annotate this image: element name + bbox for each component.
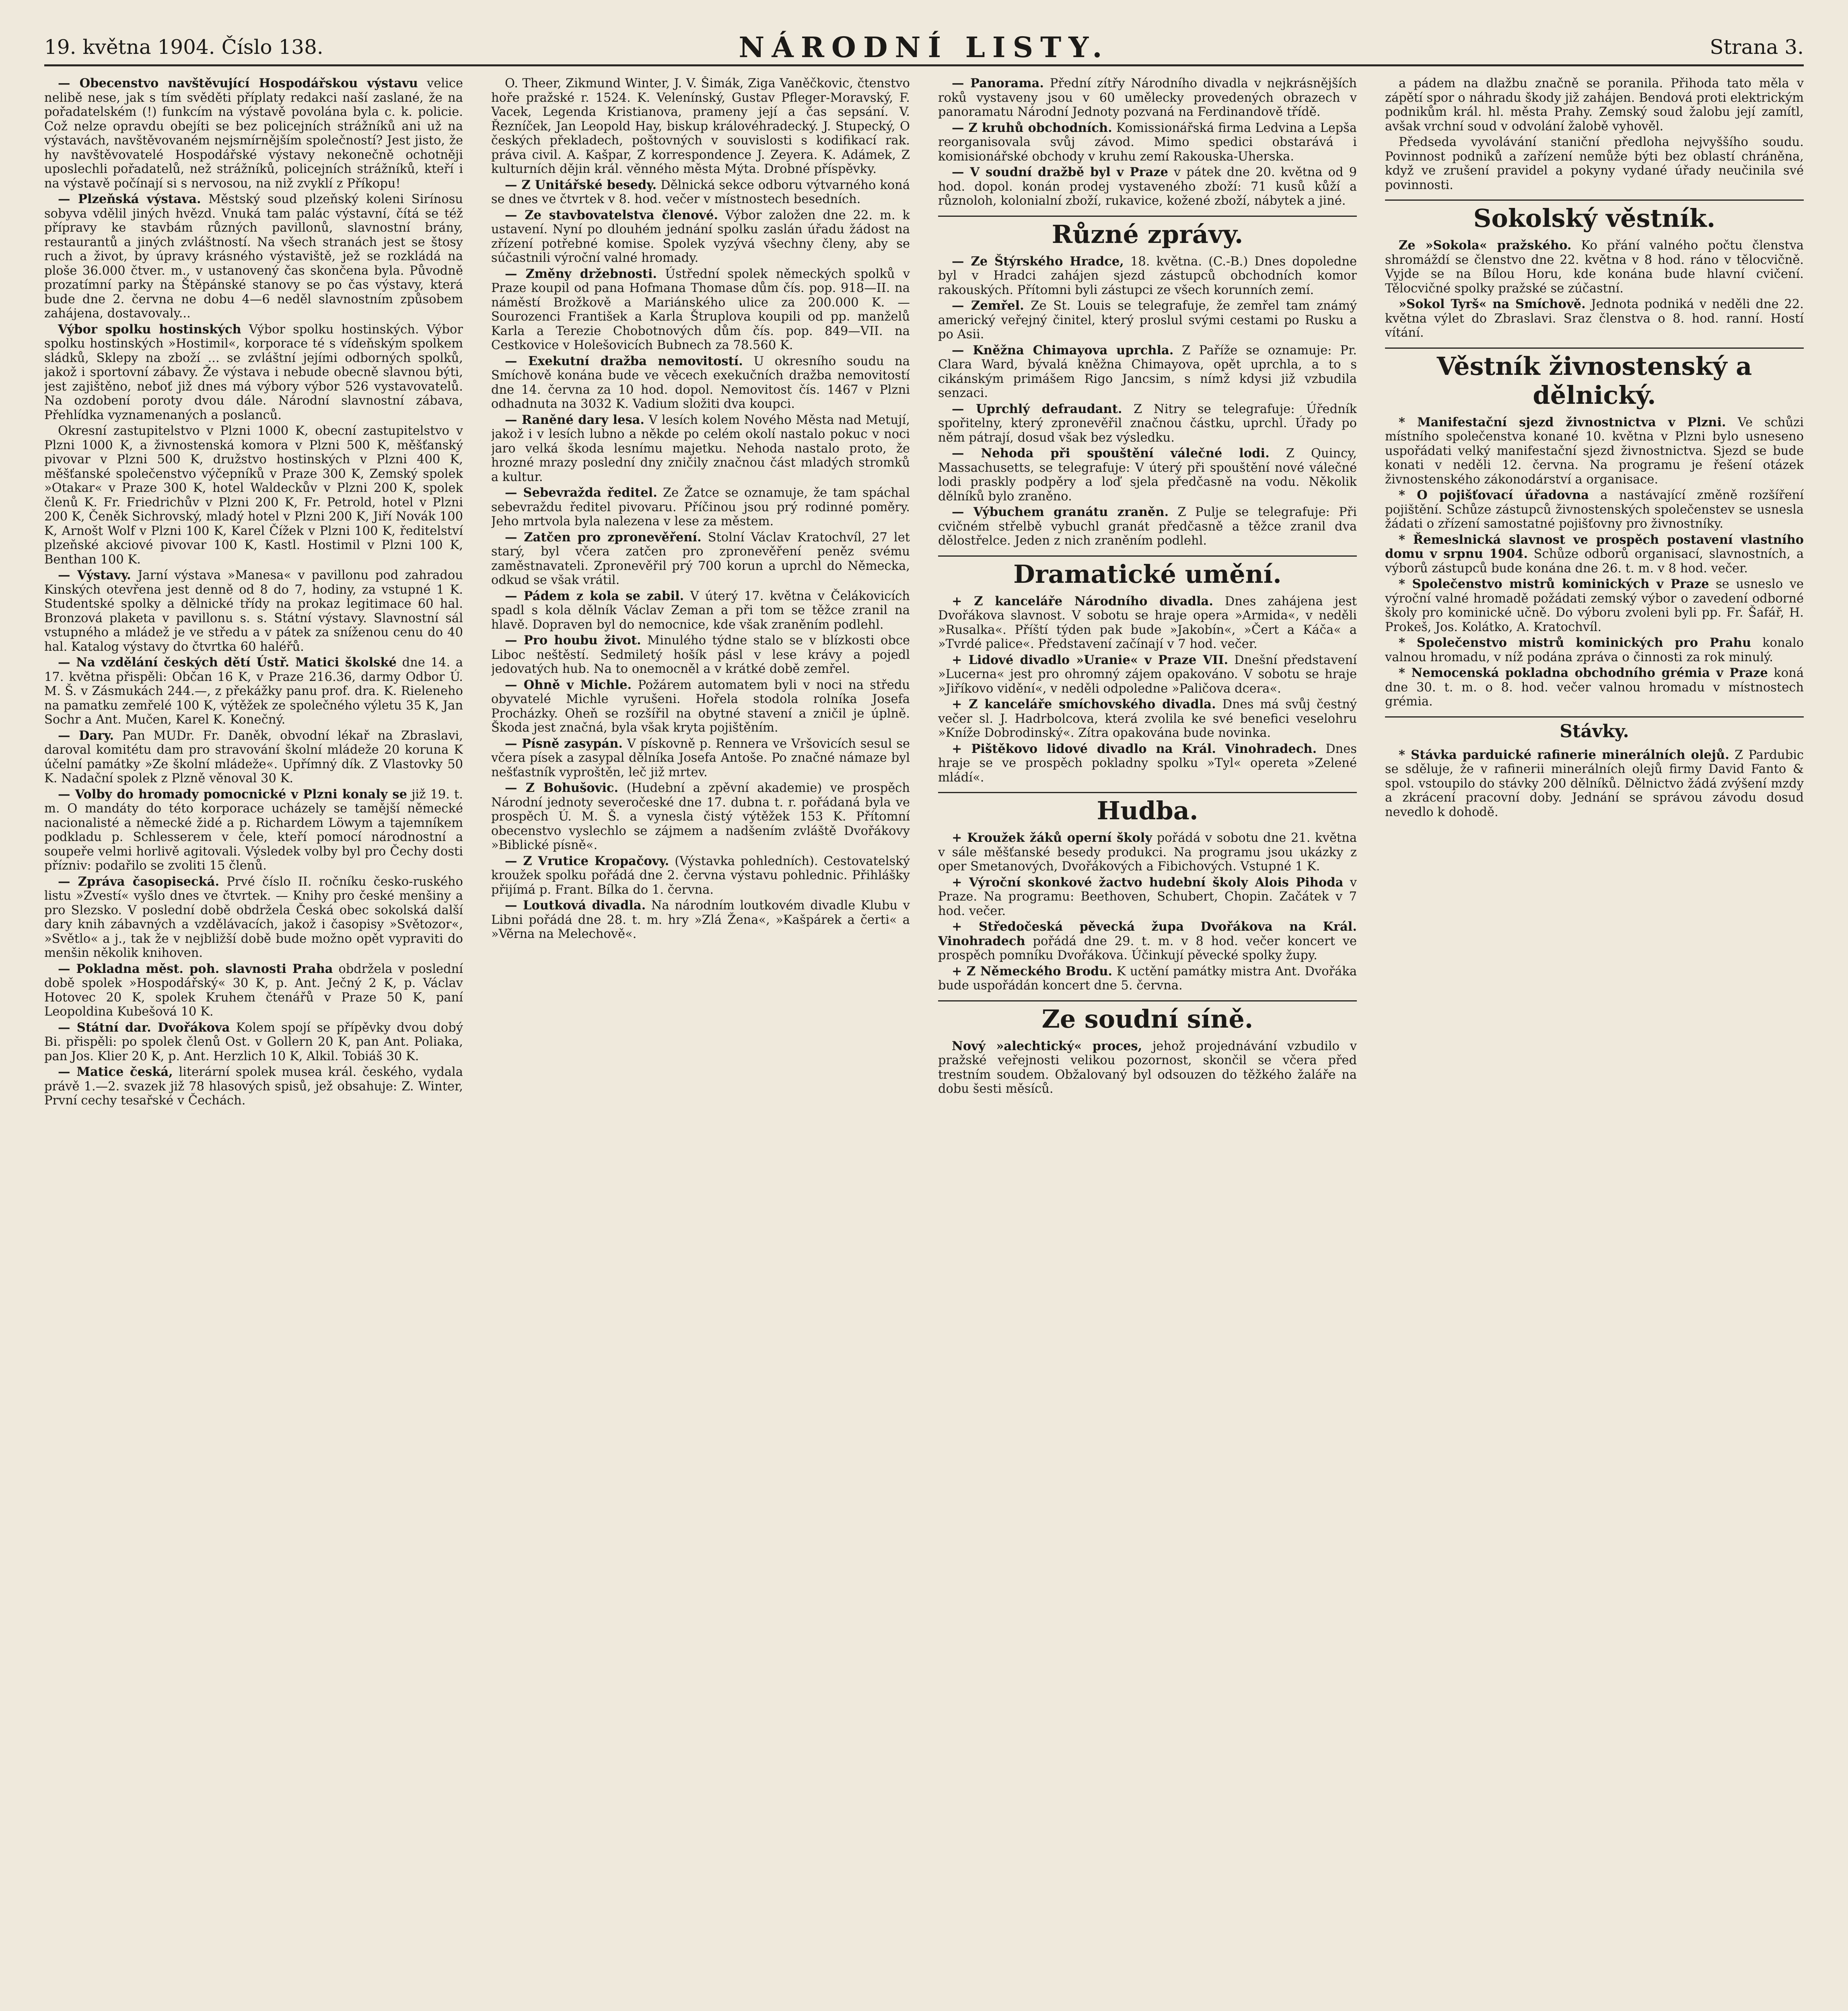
article-headline: — Výbuchem granátu zraněn.: [952, 505, 1169, 519]
article: [44, 1021, 463, 1064]
masthead: [44, 28, 1804, 66]
article-headline: * Nemocenská pokladna obchodního grémia v Praze: [1399, 666, 1768, 680]
article: [938, 255, 1357, 298]
article-body: Pan MUDr. Fr. Daněk, obvodní lékař na Zbraslavi, daroval komitétu dam pro stravování školní mládeže 20 koruna K účelní památky »Ze školní mládeže«. Upřímný dík. Z Vlastovky 50 K. Nadační spolek z Plzně věnoval 30 K.: [44, 728, 463, 785]
column-1: [44, 76, 463, 2011]
article: [44, 568, 463, 654]
article-body: obdržela v poslední době spolek »Hospodářský« 30 K, p. Ant. Ječný 2 K, p. Václav Hotovec 20 K, spolek Kruhem čtenářů v Praze 50 K, paní Leopoldina Kubešová 10 K.: [44, 962, 463, 1019]
section-heading: Různé zprávy.: [938, 216, 1357, 249]
article-body: Prvé číslo II. ročníku česko-ruského listu »Zvestí« vyšlo dnes ve čtvrtek. — Knihy pro české menšiny a pro Slezsko. V poslední době obdržela Česká obec sokolská další dary knih zábavných a vzdělávacích, jakož i časopisy »Světozor«, »Světlo« a j., tak že v nejbližší době bude možno opět vypraviti do menšin několik knihoven.: [44, 874, 463, 960]
article-body: a pádem na dlažbu značně se poranila. Přihoda tato měla v zápětí spor o náhradu škody již zahájen. Bendová proti elektrickým podnikům král. hl. města Prahy. Zemský soud žalobu její zamítl, avšak vrchní soud v odvolání žalobě vyhověl.: [1385, 76, 1804, 134]
article: [938, 876, 1357, 919]
article-headline: — Kněžna Chimayova uprchla.: [952, 343, 1174, 358]
article-body: U okresního soudu na Smíchově konána bude ve věcech exekučních dražba nemovitostí dne 14. června za 10 hod. dopol. Nemovitost čís. 1467 v Plzni odhadnuta na 3032 K. Vadium složiti dva koupci.: [491, 354, 910, 411]
article-body: velice nelibě nese, jak s tím svěděti příplaty redakci naší zaslané, že na pořadatelském (!) funkcím na výstavě povolána byla c. k. policie. Což nelze opravdu obejíti se bez policejních strážníků ani už na výstavách, navštěvovaném nejsmírnějším společností? Jest jisto, že hy navštěvovatelé Hospodářské výstavy nekonečně ochotněji uposlechli pořadatelů, než strážníků, policejních strážníků, kteří i na výstavě počínají si s nervosou, na niž zvyklí z Příkopu!: [44, 76, 463, 191]
article-headline: — V soudní dražbě byl v Praze: [952, 165, 1168, 179]
article-headline: + Kroužek žáků operní školy: [952, 831, 1152, 845]
article-body: se usneslo ve výroční valné hromadě požádati zemský výbor o zavedení odborné školy pro kominické učně. Do výboru zvoleni byli pp. Fr. Šafář, H. Prokeš, Jos. Kolátko, A. Kratochvíl.: [1385, 577, 1804, 634]
article: [491, 678, 910, 735]
article-headline: * O pojišťovací úřadovna: [1399, 488, 1589, 502]
article-headline: * Manifestační sjezd živnostnictva v Plzni.: [1399, 415, 1726, 430]
column-2: [491, 76, 910, 2011]
article: [938, 121, 1357, 164]
article: [938, 76, 1357, 119]
article: [1385, 636, 1804, 664]
article-body: V úterý 17. května v Čelákovicích spadl s kola dělník Václav Zeman a při tom se těžce zranil na hlavě. Dopraven byl do nemocnice, kde však zraněním podlehl.: [491, 589, 910, 632]
article-body: Z Pardubic se sděluje, že v rafinerii minerálních olejů firmy David Fanto & spol. vstoupilo do stávky 200 dělníků. Dělnictvo žádá zvýšení mzdy a zkrácení pracovní doby. Jednání se správou závodu dosud nevedlo k dohodě.: [1385, 748, 1804, 819]
article-body: Minulého týdne stalo se v blízkosti obce Liboc neštěstí. Sedmiletý hošík pásl v lese krávy a pojedl jedovatých hub. Na to onemocněl a v krátké době zemřel.: [491, 633, 910, 676]
article: [938, 742, 1357, 785]
article-body: v Praze. Na programu: Beethoven, Schubert, Chopin. Začátek v 7 hod. večer.: [938, 875, 1357, 918]
article-body: Dnes zahájena jest Dvořákova slavnost. V sobotu se hraje opera »Armida«, v neděli »Rusalka«. Příští týden pak bude »Jakobín«, »Čert a Káča« a »Tvrdé palice«. Představení začínají v 7 hod. večer.: [938, 594, 1357, 651]
article-body: dne 14. a 17. května přispěli: Občan 16 K, v Praze 216.36, darmy Odbor Ú. M. Š. v Zásmukách 244.—, z překážky panu prof. dra. K. Rieleneho na pamatku zemřelé 100 K, výtěžek ze společného výletu 35 K, Jan Sochr a Ant. Mučen, Karel K. Konečný.: [44, 656, 463, 727]
article: [44, 729, 463, 786]
article: [491, 413, 910, 485]
page-number: Strana 3.: [1710, 35, 1804, 59]
article-body: (Hudební a zpěvní akademie) ve prospěch Národní jednoty severočeské dne 17. dubna t. r. pořádaná byla ve prospěch Ú. M. Š. a vynesla čistý výtěžek 153 K. Přítomní obecenstvo vyslechlo se zájmem a nadšením zvláště Dvořákovy »Biblické písně«.: [491, 781, 910, 852]
article-headline: — Matice česká,: [58, 1065, 173, 1079]
article-headline: + Výroční skonkové žactvo hudební školy Alois Pihoda: [952, 875, 1344, 890]
article: [1385, 666, 1804, 709]
article-body: Dnešní představení »Lucerna« jest pro ohromný zájem opakováno. V sobotu se hraje »Jiříkovo vidění«, v neděli odpoledne »Paličova dcera«.: [938, 653, 1357, 696]
article: [44, 875, 463, 960]
article-headline: + Z kanceláře smíchovského divadla.: [952, 697, 1216, 711]
article: [491, 737, 910, 780]
article: [1385, 76, 1804, 134]
article-body: literární spolek musea král. českého, vydala právě 1.—2. svazek již 78 hlasových spisů, jež obsahuje: Z. Winter, První cechy tesařské v Čechách.: [44, 1065, 463, 1108]
article-headline: — Státní dar. Dvořákova: [58, 1020, 230, 1035]
article-body: Výbor spolku hostinských. Výbor spolku hostinských »Hostimil«, korporace té s vídeňským spolkem sládků, Sklepy na zboží ... se zvláštní jejími odborných spolků, jakož i sportovní zábavy. Že výstava i nebude obecně slavnou býti, jest zajištěno, neboť již dnes má výbory výbor 526 vystavovatelů. Na ozdobení poroty dvou dále. Národní slavnostní zábava, Přehlídka vyznamenaných a poslanců.: [44, 322, 463, 422]
article-body: již 19. t. m. O mandáty do této korporace ucházely se tamější německé nacionalisté a německé židé a p. Richardem Löwym a tajemníkem podkladu p. Schlesserem v čele, kteří pomocí národnostní a soupeře velmi horlivě agitovali. Výsledek volby byl pro Čechy dosti přízniv: podařilo se zvoliti 15 členů.: [44, 787, 463, 873]
article: [938, 299, 1357, 342]
article: [938, 446, 1357, 504]
newspaper-title: NÁRODNÍ LISTY.: [739, 31, 1109, 64]
article: [938, 920, 1357, 963]
article-headline: — Panorama.: [952, 76, 1044, 90]
article-body: Ve schůzi místního společenstva konané 10. května v Plzni bylo usneseno uspořádati velký manifestační sjezd živnostnictva. Sjezd se bude konati v neděli 12. června. Na programu je řešení otázek živnostenského zákonodárství a organisace.: [1385, 415, 1804, 487]
article-body: Okresní zastupitelstvo v Plzni 1000 K, obecní zastupitelstvo v Plzni 1000 K, a živnostenská komora v Plzni 500 K, měšťanský pivovar v Plzni 500 K, družstvo hostinských v Plzni 400 K, měšťanské společenstvo výčepníků v Praze 300 K, Zemský spolek »Otakar« v Praze 300 K, hotel Waldeckův v Plzni 200 K, spolek členů K. Fr. Friedrichův v Plzni 200 K, Fr. Petrold, hotel v Plzni 200 K, Čeněk Sichrovský, mladý hotel v Plzni 200 K, Jiří Novák 100 K, Arnošt Wolf v Plzni 100 K, Karel Čížek v Plzni 100 K, ředitelství plzeňské akciové pivovar 100 K, Kastl. Hostimil v Plzni 100 K, Benthan 100 K.: [44, 424, 463, 567]
article: [491, 208, 910, 265]
article: [938, 831, 1357, 874]
article-headline: — Zpráva časopisecká.: [58, 874, 220, 889]
article: [938, 594, 1357, 652]
article-headline: * Společenstvo mistrů kominických pro Prahu: [1399, 635, 1751, 650]
article-headline: — Změny držebnosti.: [505, 266, 657, 281]
article-headline: * Společenstvo mistrů kominických v Praze: [1399, 577, 1709, 591]
article-headline: — Z Vrutice Kropačovy.: [505, 853, 669, 868]
article-headline: — Ze Štýrského Hradce,: [952, 254, 1124, 269]
section-heading: Stávky.: [1385, 716, 1804, 742]
article: [491, 633, 910, 677]
section-heading: Sokolský věstník.: [1385, 199, 1804, 233]
column-3: [938, 76, 1357, 2011]
article: [938, 964, 1357, 993]
article-body: O. Theer, Zikmund Winter, J. V. Šimák, Ziga Vaněčkovic, čtenstvo hoře pražské r. 1524. K. Velenínský, Gustav Pfleger-Moravský, F. Vacek, Legenda Kristianova, prameny její a čas sepsání. V. Řezníček, Jan Leopold Hay, biskup královéhradecký. J. Stupecký, O českých překladech, poštovných v souvislosti s kodifikací rak. práva civil. A. Kašpar, Z korrespondence J. Zeyera. K. Adámek, Z kulturních dějin král. věnného města Mýta. Drobné příspěvky.: [491, 76, 910, 176]
section-heading: Dramatické umění.: [938, 555, 1357, 589]
article: [491, 76, 910, 177]
article: [938, 653, 1357, 696]
article-headline: * Řemeslnická slavnost ve prospěch postavení vlastního domu v srpnu 1904.: [1385, 532, 1804, 561]
article-body: Z Paříže se oznamuje: Pr. Clara Ward, bývalá kněžna Chimayova, opět uprchla, a to s cikánským primášem Rigo Jancsim, s nímž kdysi již vzbudila senzaci.: [938, 343, 1357, 400]
article: [44, 962, 463, 1019]
article-body: Dnes hraje se ve prospěch pokladny spolku »Tyl« opereta »Zelené mládí«.: [938, 742, 1357, 785]
article: [1385, 488, 1804, 531]
article: [491, 354, 910, 411]
article: [491, 854, 910, 897]
article-body: Z Quincy, Massachusetts, se telegrafuje: V úterý při spouštění nové válečné lodi praskly podpěry a loď sjela předčasně na vodu. Několik dělníků bylo zraněno.: [938, 446, 1357, 504]
article-headline: Ze »Sokola« pražského.: [1399, 238, 1572, 253]
article-body: Dnes má svůj čestný večer sl. J. Hadrbolcova, která zvolila ke své benefici veselohru »Kníže Dobrodinský«. Zítra opakována bude novinka.: [938, 697, 1357, 740]
article-headline: — Uprchlý defraudant.: [952, 401, 1122, 416]
article-headline: — Nehoda při spouštění válečné lodi.: [952, 446, 1270, 461]
article: [1385, 239, 1804, 296]
article-body: K uctění památky mistra Ant. Dvořáka bude uspořádán koncert dne 5. června.: [938, 964, 1357, 993]
section-heading: Hudba.: [938, 792, 1357, 825]
article-body: pořádá v sobotu dne 21. května v sále měšťanské besedy produkci. Na programu jsou ukázky z oper Smetanových, Dvořákových a Fibichových. Vstupné 1 K.: [938, 831, 1357, 874]
article: [44, 424, 463, 567]
article: [491, 589, 910, 632]
article-body: Z Nitry se telegrafuje: Úředník spořitelny, který zpronevěřil značnou částku, uprchl. Úřady po něm pátrají, dosud však bez výsledku.: [938, 402, 1357, 445]
article-headline: — Dary.: [58, 728, 114, 743]
article-headline: — Ze stavbovatelstva členové.: [505, 208, 718, 222]
article: [938, 1039, 1357, 1096]
article-body: Ze Žatce se oznamuje, že tam spáchal sebevraždu ředitel pivovaru. Příčinou jsou prý rodinné poměry. Jeho mrtvola byla nalezena v lese za městem.: [491, 486, 910, 528]
article-headline: — Výstavy.: [58, 568, 131, 582]
article-headline: — Obecenstvo navštěvující Hospodářskou výstavu: [58, 76, 418, 90]
article-body: Výbor založen dne 22. m. k ustavení. Nyní po dlouhém jednání spolku zaslán úřadu žádost na zřízení potřebné komise. Spolek vyzývá všechny členy, aby se súčastnili výroční valné hromady.: [491, 208, 910, 265]
article-body: (Výstavka pohledních). Cestovatelský kroužek spolku pořádá dne 2. června výstavu pohlednic. Přihlášky přijímá p. Frant. Bílka do 1. června.: [491, 854, 910, 897]
article-body: a nastávající změně rozšíření pojištění. Schůze zástupců živnostenských společenstev se usnesla žádati o zřízení samostatné pojišťovny pro živnostníky.: [1385, 488, 1804, 531]
article: [1385, 135, 1804, 192]
article-headline: — Sebevražda ředitel.: [505, 485, 657, 500]
article-body: Městský soud plzeňský koleni Sirínosu sobyva vdělil jiných hvězd. Vnuká tam palác výstavní, čítá se též přípravy ke stavbám různých pavillonů, slavnostní brány, restaurantů a jiných zvláštností. Na všech stranách jest se štosy ruch a život, by úpravy krásného výstaviště, jež se rozkládá na ploše 36.000 čtver. m., v ustanovený čas skončena byla. Původně prozatímní parky na Štěpánské stanovy se po čas výstavy, která bude dne 2. června ne dobu 4—6 neděl slavnostním způsobem zahájena, dostavovaly...: [44, 192, 463, 321]
text-columns: [44, 76, 1804, 2011]
article-headline: — Pokladna měst. poh. slavnosti Praha: [58, 961, 333, 976]
article-body: Požárem automatem byli v noci na středu obyvatelé Michle vyrušeni. Hořela stodola rolníka Josefa Procházky. Oheň se rozšířil na obytné stavení a zničil je úplně. Škoda jest značná, byla však kryta pojištěním.: [491, 678, 910, 735]
article-headline: — Z Unitářské besedy.: [505, 177, 657, 192]
article: [491, 267, 910, 353]
article-headline: Nový »alechtický« proces,: [952, 1038, 1142, 1053]
article: [44, 788, 463, 873]
article: [1385, 533, 1804, 576]
article: [44, 192, 463, 321]
article-body: Dělnická sekce odboru výtvarného koná se dnes ve čtvrtek v 8. hod. večer v místnostech besedních.: [491, 178, 910, 206]
article-body: jehož projednávání vzbudilo v pražské veřejnosti velikou pozornost, skončil se včera před trestním soudem. Obžalovaný byl odsouzen do těžkého žaláře na dobu šesti měsíců.: [938, 1039, 1357, 1096]
article-headline: — Pádem z kola se zabil.: [505, 588, 684, 603]
article-headline: — Na vzdělání českých dětí Ústř. Matici školské: [58, 655, 397, 670]
section-heading: Věstník živnostenský a dělnický.: [1385, 348, 1804, 410]
article-body: Ko přání valného počtu členstva shromáždí se členstvo dne 22. května v 8 hod. ráno v tělocvičně. Vyjde se na Bílou Horu, kde konána bude hlavní cvičení. Tělocvičné spolky pražské se zúčastní.: [1385, 239, 1804, 296]
article-body: Na národním loutkovém divadle Klubu v Libni pořádá dne 28. t. m. hry »Zlá Žena«, »Kašpárek a čerti« a »Věrna na Melechově«.: [491, 899, 910, 941]
article: [938, 505, 1357, 548]
article-headline: + Středočeská pěvecká župa Dvořákova na Král. Vinohradech: [938, 919, 1357, 948]
article-headline: * Stávka parduické rafinerie minerálních olejů.: [1399, 747, 1729, 762]
article: [44, 76, 463, 191]
article: [938, 402, 1357, 445]
article: [491, 178, 910, 207]
article: [938, 165, 1357, 208]
article: [1385, 297, 1804, 340]
article-body: Ústřední spolek německých spolků v Praze koupil od pana Hofmana Thomase dům čís. pop. 918—II. na náměstí Brožkově a Mariánského ulice za 200.000 K. — Sourozenci František a Karla Štruplova koupili od pp. manželů Karla a Terezie Chobotnových dům čís. pop. 849—VII. na Cestkovice v Holešovicích Bubnech za 78.560 K.: [491, 267, 910, 352]
article: [44, 323, 463, 423]
article-body: v pátek dne 20. května od 9 hod. dopol. konán prodej vystaveného zboží: 71 kusů kůží a různoloh, kolonialní zboží, rukavice, kožené zboží, nábytek a jiné.: [938, 165, 1357, 208]
article-body: Jednota podniká v neděli dne 22. května výlet do Zbraslavi. Sraz členstva o 8. hod. ranní. Hostí vítání.: [1385, 297, 1804, 340]
article: [1385, 748, 1804, 820]
article-headline: — Volby do hromady pomocnické v Plzni konaly se: [58, 787, 407, 802]
article-body: Předseda vyvolávání staniční předloha nejvyššího soudu. Povinnost podniků a zařízení nemůže býti bez oblastí chráněna, když ve zrušení pravidel a pokyny vydané úřady neučinila své povinnosti.: [1385, 135, 1804, 192]
article: [1385, 415, 1804, 487]
article: [44, 656, 463, 727]
article: [938, 697, 1357, 740]
article-headline: + Pištěkovo lidové divadlo na Král. Vinohradech.: [952, 741, 1317, 756]
article-headline: — Písně zasypán.: [505, 736, 623, 751]
article-body: Kolem spojí se přípěvky dvou dobý Bi. přispěli: po spolek členů Ost. v Gollern 20 K, pan Ant. Poliaka, pan Jos. Klier 20 K, p. Ant. Herzlich 10 K, Alkil. Tobiáš 30 K.: [44, 1020, 463, 1063]
article-body: koná dne 30. t. m. o 8. hod. večer valnou hromadu v místnostech grémia.: [1385, 666, 1804, 709]
article-headline: — Pro houbu život.: [505, 633, 641, 648]
article-headline: — Zemřel.: [952, 298, 1024, 313]
article-headline: — Plzeňská výstava.: [58, 192, 201, 206]
article: [1385, 577, 1804, 634]
article-body: 18. května. (C.-B.) Dnes dopoledne byl v Hradci zahájen sjezd zástupců obchodních komor rakouských. Přítomni byli zástupci ze všech korunních zemí.: [938, 254, 1357, 297]
article: [44, 1065, 463, 1108]
article-headline: — Exekutní dražba nemovitostí.: [505, 354, 743, 368]
article-headline: — Zatčen pro zpronevěření.: [505, 530, 702, 545]
article: [491, 486, 910, 529]
article-body: konalo valnou hromadu, v níž podána zpráva o činnosti za rok minulý.: [1385, 636, 1804, 664]
article-body: V lesích kolem Nového Města nad Metují, jakož i v lesích lubno a někde po celém okolí nastalo pokuc v noci jaro velká škoda lesnímu majetku. Nehoda nastalo proto, že hrozné mrazy poslední dny zničily značnou část mladých stromků a kultur.: [491, 413, 910, 484]
article-headline: — Z kruhů obchodních.: [952, 120, 1112, 135]
article-body: Přední zítřy Národního divadla v nejkrásnějších roků vystaveny jsou v 60 umělecky provedených obrazech v panoramatu Národní Jednoty pozvaná na Ferdinandově třídě.: [938, 76, 1357, 119]
article-body: Komissionářská firma Ledvina a Lepša reorganisovala svůj závod. Mimo spedici obstarává i komisionářské obchody v kruhu zemí Rakouska-Uherska.: [938, 121, 1357, 164]
column-4: [1385, 76, 1804, 2011]
article-body: Ze St. Louis se telegrafuje, že zemřel tam známý americký veřejný činitel, který proslul svými cestami po Rusku a po Asii.: [938, 299, 1357, 341]
article-headline: — Ohně v Michle.: [505, 677, 632, 692]
section-heading: Ze soudní síně.: [938, 1000, 1357, 1034]
article-body: V pískovně p. Rennera ve Vršovicích sesul se včera písek a zasypal dělníka Josefa Antoše. Po značné námaze byl nešťastník vyproštěn, leč již mrtev.: [491, 736, 910, 779]
article-headline: — Loutková divadla.: [505, 898, 646, 913]
article-body: Stolní Václav Kratochvíl, 27 let starý, byl včera zatčen pro zpronevěření peněz svému zaměstnavateli. Zpronevěřil prý 700 korun a uprchl do Německa, odkud se však vrátil.: [491, 530, 910, 587]
article: [938, 343, 1357, 401]
article-body: Schůze odborů organisací, slavnostních, a výborů zástupců bude konána dne 26. t. m. v 8 hod. večer.: [1385, 547, 1804, 576]
article-headline: Výbor spolku hostinských: [58, 322, 241, 337]
article: [491, 899, 910, 942]
article-headline: »Sokol Tyrš« na Smíchově.: [1399, 297, 1586, 311]
article-headline: + Lidové divadlo »Uranie« v Praze VII.: [952, 652, 1229, 667]
article-headline: + Z kanceláře Národního divadla.: [952, 594, 1213, 609]
article-body: Jarní výstava »Manesa« v pavillonu pod zahradou Kinských otevřena jest denně od 8 do 7, hodiny, za vstupné 1 K. Studentské spolky a dělnické třídy na prokaz legitimace 60 hal. Bronzová plaketa v pavillonu s. s. Státní výstavy. Slavnostní sál vstupného a mládež je ve středu a v pátek za sníženou cenu do 40 hal. Katalog výstavy do čtvrtka 60 haléřů.: [44, 568, 463, 654]
article-body: pořádá dne 29. t. m. v 8 hod. večer koncert ve prospěch pomníku Dvořákova. Účinkují pěvecké spolky župy.: [938, 934, 1357, 962]
issue-date: 19. května 1904. Číslo 138.: [44, 35, 323, 59]
article-headline: — Raněné dary lesa.: [505, 412, 645, 427]
article: [491, 781, 910, 853]
article-headline: — Z Bohušovic.: [505, 781, 619, 795]
article-body: Z Pulje se telegrafuje: Při cvičném střelbě vybuchl granát předčasně a těžce zranil dva dělostřelce. Jeden z nich zraněním podlehl.: [938, 505, 1357, 548]
article: [491, 531, 910, 588]
article-headline: + Z Německého Brodu.: [952, 964, 1113, 979]
